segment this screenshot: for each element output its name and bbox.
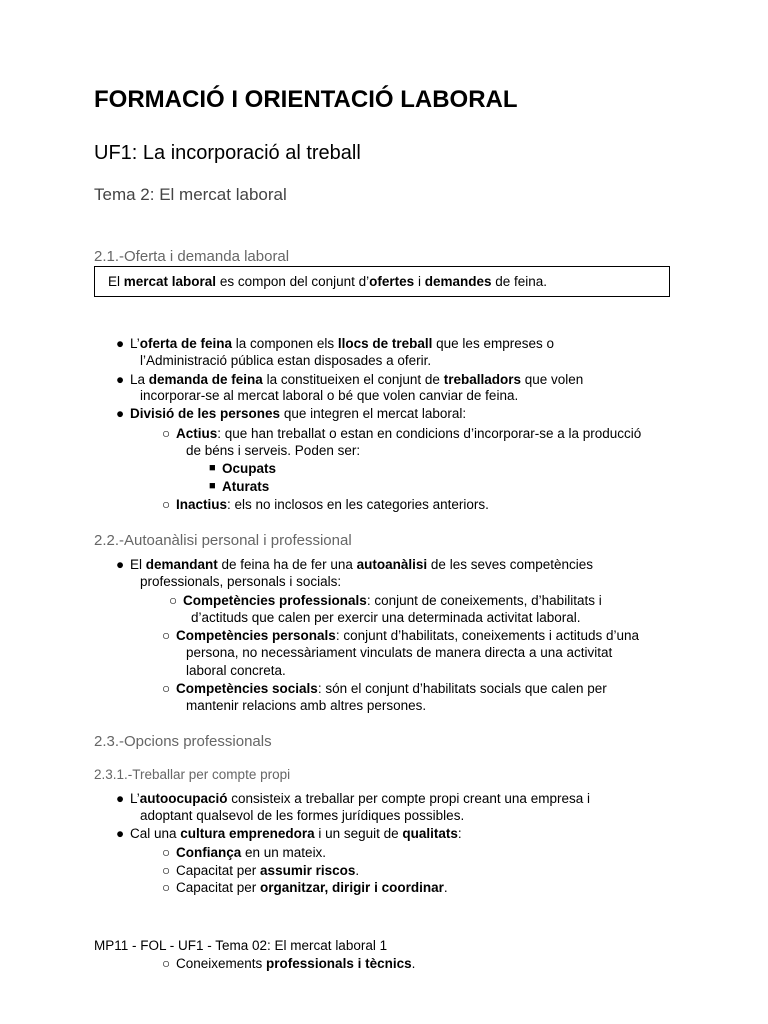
document-title: FORMACIÓ I ORIENTACIÓ LABORAL (94, 86, 518, 113)
topic-heading: Tema 2: El mercat laboral (94, 185, 287, 204)
bullet-circle: ○ (162, 681, 171, 696)
list-item-organitzar: Capacitat per organitzar, dirigir i coordinar. (176, 880, 448, 895)
section-heading-2-3: 2.3.-Opcions professionals (94, 733, 272, 750)
subsection-heading-2-3-1: 2.3.1.-Treballar per compte propi (94, 767, 291, 782)
bullet-circle: ○ (162, 880, 171, 895)
list-item-confianca: Confiança en un mateix. (176, 845, 327, 860)
list-item-demandant: El demandant de feina ha de fer una autoanàlisi de les seves competències (130, 557, 594, 572)
section-heading-2-1: 2.1.-Oferta i demanda laboral (94, 248, 290, 265)
bullet-circle: ○ (162, 497, 171, 512)
bullet-square: ■ (209, 462, 216, 474)
bullet-circle: ○ (169, 593, 178, 608)
list-item-cultura: Cal una cultura emprenedora i un seguit de qualitats: (130, 826, 462, 841)
list-item-riscos: Capacitat per assumir riscos. (176, 863, 360, 878)
list-item-comp-personals-cont2: laboral concreta. (186, 663, 286, 678)
list-item-comp-socials-cont: mantenir relacions amb altres persones. (186, 698, 427, 713)
list-item-comp-socials: Competències socials: són el conjunt d’habilitats socials que calen per (176, 681, 607, 696)
list-item-comp-professionals-cont: d’actituds que calen per exercir una determinada activitat laboral. (191, 610, 581, 625)
list-item-ocupats: Ocupats (222, 461, 277, 476)
list-item-comp-personals: Competències personals: conjunt d’habilitats, coneixements i actituds d’una (176, 628, 639, 643)
bullet-circle: ○ (162, 863, 171, 878)
list-item-actius-cont: de béns i serveis. Poden ser: (186, 443, 361, 458)
list-item-oferta: L’oferta de feina la componen els llocs de treball que les empreses o (130, 336, 554, 351)
bullet-disc: ● (116, 336, 125, 351)
list-item-comp-personals-cont: persona, no necessàriament vinculats de manera directa a una activitat (186, 645, 613, 660)
list-item-actius: Actius: que han treballat o estan en condicions d’incorporar-se a la producció (176, 426, 642, 441)
list-item-autoocupacio-cont: adoptant qualsevol de les formes jurídiques possibles. (140, 808, 465, 823)
bullet-square: ■ (209, 480, 216, 492)
bullet-disc: ● (116, 372, 125, 387)
list-item-demandant-cont: professionals, personals i socials: (140, 574, 342, 589)
bullet-circle: ○ (162, 845, 171, 860)
bullet-disc: ● (116, 557, 125, 572)
list-item-oferta-cont: l’Administració pública estan disposades a oferir. (140, 353, 432, 368)
bullet-disc: ● (116, 826, 125, 841)
list-item-demanda-cont: incorporar-se al mercat laboral o bé que volen canviar de feina. (140, 388, 519, 403)
list-item-autoocupacio: L’autoocupació consisteix a treballar per compte propi creant una empresa i (130, 791, 590, 806)
bullet-circle: ○ (162, 956, 171, 971)
page-footer: MP11 - FOL - UF1 - Tema 02: El mercat laboral 1 (94, 938, 388, 953)
unit-heading: UF1: La incorporació al treball (94, 142, 361, 164)
list-item-inactius: Inactius: els no inclosos en les categories anteriors. (176, 497, 489, 512)
bullet-disc: ● (116, 791, 125, 806)
bullet-circle: ○ (162, 628, 171, 643)
list-item-divisio: Divisió de les persones que integren el mercat laboral: (130, 406, 467, 421)
list-item-coneixements: Coneixements professionals i tècnics. (176, 956, 416, 971)
section-heading-2-2: 2.2.-Autoanàlisi personal i professional (94, 532, 352, 549)
bullet-disc: ● (116, 406, 125, 421)
bullet-circle: ○ (162, 426, 171, 441)
list-item-demanda: La demanda de feina la constitueixen el conjunt de treballadors que volen (130, 372, 584, 387)
list-item-comp-professionals: Competències professionals: conjunt de coneixements, d’habilitats i (183, 593, 602, 608)
list-item-aturats: Aturats (222, 479, 270, 494)
definition-box: El mercat laboral es compon del conjunt d’ofertes i demandes de feina. (94, 266, 670, 297)
